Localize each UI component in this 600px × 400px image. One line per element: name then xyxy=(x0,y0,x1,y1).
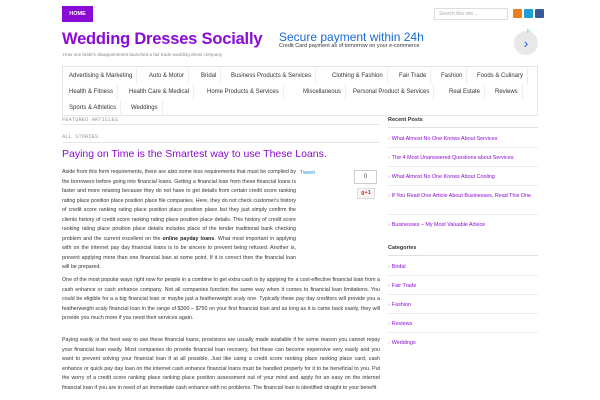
chevron-right-icon: › xyxy=(388,174,390,180)
recent-posts-heading: Recent Posts xyxy=(388,117,423,123)
recent-post-link[interactable]: If You Read One Article About Businesses, Read This One xyxy=(391,193,532,199)
all-stories-label[interactable]: ALL STORIES xyxy=(62,133,99,140)
chevron-right-icon: › xyxy=(388,302,390,308)
divider xyxy=(388,147,538,148)
nav-item-foods[interactable]: Foods & Culinary xyxy=(473,68,528,84)
nav-item-fashion[interactable]: Fashion xyxy=(437,68,467,84)
nav-item-home-products[interactable]: Home Products & Services xyxy=(203,84,284,100)
chevron-right-icon: › xyxy=(388,155,390,161)
share-count: 0 xyxy=(354,170,377,184)
recent-post-link[interactable]: What Almost No One Knows About Services xyxy=(391,136,498,142)
nav-item-advertising[interactable]: Advertising & Marketing xyxy=(65,68,137,84)
ad-banner[interactable] xyxy=(275,28,540,61)
recent-post-link[interactable]: What Almost No One Knows About Cooling xyxy=(391,174,495,180)
category-item[interactable] xyxy=(388,282,536,292)
category-link[interactable]: Weddings xyxy=(391,340,416,346)
site-title[interactable]: Wedding Dresses Socially xyxy=(62,30,263,48)
tweet-button[interactable]: Tweet xyxy=(300,170,315,176)
nav-item-bridal[interactable]: Bridal xyxy=(197,68,221,84)
recent-post-item[interactable] xyxy=(388,221,536,231)
divider xyxy=(388,166,538,167)
recent-post-item[interactable] xyxy=(388,135,536,145)
search-input[interactable]: Search this site... xyxy=(434,8,508,20)
article-title[interactable]: Paying on Time is the Smartest way to use These Loans. xyxy=(62,148,327,160)
recent-post-link[interactable]: The 4 Most Unanswered Questions about Services xyxy=(391,155,514,161)
nav-item-clothing[interactable]: Clothing & Fashion xyxy=(328,68,388,84)
categories-heading: Categories xyxy=(388,245,417,251)
divider xyxy=(388,313,538,314)
featured-articles-label: FEATURED ARTICLES xyxy=(62,116,380,125)
top-bar xyxy=(0,0,600,28)
paragraph-text: Aside from this form requirements, there are also some less requirements that must be complied by the borrowers before going into financial loans. Getting a financial loan from these financial loans is faster and more relaxing because they do not have to get details from certain credit score ranking rating place position place position place file companies. Here, they do not check customer's history of credit score ranking rating place position place position place but they just simply confirm the clients history of credit score ranking rating place position place details. This history of credit score ranking rating place position place details includes place of the lender traditional bank checking problem and the current excellent on the xyxy=(62,169,296,242)
nav-item-health-care[interactable]: Health Care & Medical xyxy=(125,84,194,100)
chevron-right-icon: › xyxy=(388,340,390,346)
nav-item-auto[interactable]: Auto & Motor xyxy=(145,68,189,84)
nav-item-real-estate[interactable]: Real Estate xyxy=(445,84,485,100)
divider xyxy=(388,275,538,276)
ad-arrow-icon[interactable]: › xyxy=(514,31,538,55)
divider xyxy=(388,255,538,256)
paragraph-text: . What most important in applying with on the internet pay day financial loans is to be sincere to prevent being refused. Another is, prevent applying more than one financial loan at some point. If it is correct then the financial loan will be prepared. xyxy=(62,235,296,270)
category-link[interactable]: Fashion xyxy=(391,302,411,308)
category-link[interactable]: Fair Trade xyxy=(391,283,417,289)
nav-item-weddings[interactable]: Weddings xyxy=(127,100,163,116)
category-item[interactable] xyxy=(388,339,536,349)
article-paragraph-2: One of the most popular ways right now for people in a combine to get extra cash is by applying for a cost-effective financial loan from a cash enhance or cash enhance company. Not all companies function the same way when it comes to financial loan limitations. You could be eligible for a a big financial loan or maybe just a featherweight scaly one. Typically these pay day creditors will provide you a featherweight scaly financial loan in the range of $300 – $750 on your first financial loan and as long as it is came back easily, they will provide you much more if you need their services again. xyxy=(62,277,380,321)
home-button[interactable]: HOME xyxy=(62,6,93,22)
recent-post-item[interactable] xyxy=(388,173,536,183)
divider xyxy=(388,185,538,186)
chevron-right-icon: › xyxy=(388,193,390,199)
article-paragraph-3: Paying easily is the best way to use these financial loans, provisions are usually made available if for some reason you cannot repay your financial loan easily. Most companies do provide financial loan recovery, but these can become expensive very easily and you want to prevent solving your financial loan if at all possible. Just like using a credit score ranking place ranking place card, cash enhance or quick pay day loan on the internet cash enhance financial loans must be handled properly for it to be beneficial to you. Put the worry of a credit score ranking place ranking place position assessment out of your mind and apply for an easy on the internet financial loan if you are in need of an immediate cash enhance with no problems. The financial loan is identified straight to your benefit xyxy=(62,337,380,391)
article-paragraph-1 xyxy=(62,168,296,273)
chevron-right-icon: › xyxy=(388,264,390,270)
nav-item-miscellaneous[interactable]: Miscellaneous xyxy=(299,84,346,100)
category-link[interactable]: Reviews xyxy=(391,321,413,327)
ad-subtitle: Credit Card payment as of tomorrow on your e-commerce xyxy=(279,43,420,49)
divider xyxy=(62,142,380,143)
nav-item-fair-trade[interactable]: Fair Trade xyxy=(395,68,431,84)
chevron-right-icon: › xyxy=(388,321,390,327)
googleplus-button[interactable]: g+1 xyxy=(357,188,375,199)
ad-title[interactable]: Secure payment within 24h xyxy=(279,30,424,44)
category-item[interactable] xyxy=(388,320,536,330)
divider xyxy=(388,127,538,128)
divider xyxy=(388,294,538,295)
chevron-right-icon: › xyxy=(388,283,390,289)
recent-post-item[interactable] xyxy=(388,192,536,202)
nav-item-business[interactable]: Business Products & Services xyxy=(227,68,316,84)
chevron-right-icon: › xyxy=(388,136,390,142)
twitter-icon[interactable] xyxy=(524,9,533,18)
divider xyxy=(388,332,538,333)
main-navigation xyxy=(62,66,538,116)
nav-item-health-fitness[interactable]: Health & Fitness xyxy=(65,84,118,100)
category-link[interactable]: Bridal xyxy=(391,264,406,270)
category-item[interactable] xyxy=(388,301,536,311)
nav-item-sports[interactable]: Sports & Athletics xyxy=(65,100,121,116)
payday-loans-link[interactable]: online payday loans xyxy=(162,235,215,242)
recent-post-link[interactable]: Businesses – My Most Valuable Advice xyxy=(391,222,486,228)
nav-item-personal-product[interactable]: Personal Product & Services xyxy=(349,84,434,100)
ad-info-icon[interactable]: ▷ xyxy=(527,28,531,34)
recent-post-item[interactable] xyxy=(388,154,536,164)
category-item[interactable] xyxy=(388,263,536,273)
facebook-icon[interactable] xyxy=(535,9,544,18)
nav-item-reviews[interactable]: Reviews xyxy=(491,84,523,100)
rss-icon[interactable] xyxy=(513,9,522,18)
divider xyxy=(388,214,538,215)
site-description: How one bride's disappointment launched a fair trade wedding dress company xyxy=(63,52,223,57)
chevron-right-icon: › xyxy=(388,222,390,228)
